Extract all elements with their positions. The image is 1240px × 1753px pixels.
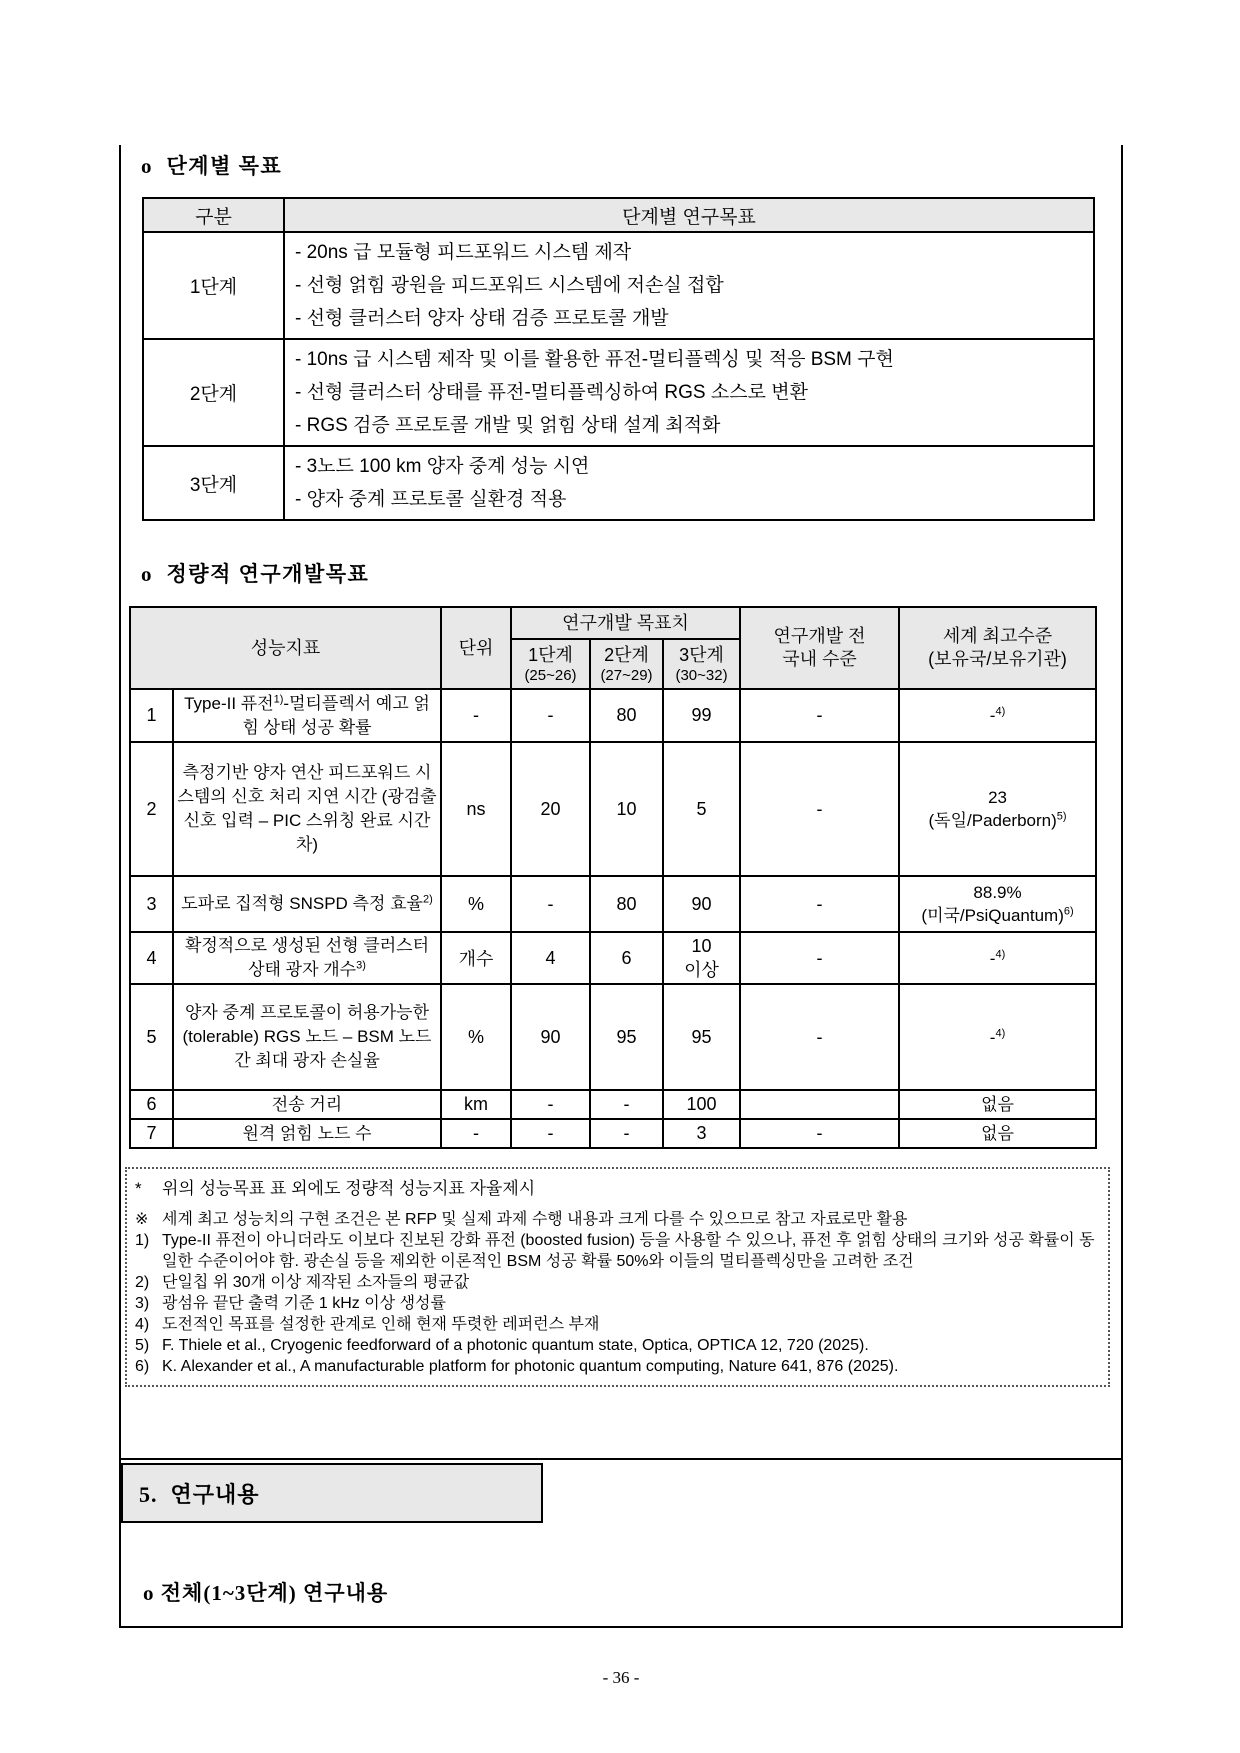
goal-item: - 3노드 100 km 양자 중계 성능 시연 bbox=[295, 456, 590, 477]
table-row bbox=[143, 339, 1094, 446]
row-number: 4 bbox=[130, 932, 173, 984]
row-number: 6 bbox=[130, 1090, 173, 1119]
phase2-target: 10 bbox=[590, 742, 663, 876]
goal-item: - 선형 얽힘 광원을 피드포워드 시스템에 저손실 접합 bbox=[295, 275, 724, 296]
world-best-cell: 23 (독일/Paderborn)$^{5)}$ bbox=[899, 742, 1096, 876]
world-best-cell: -$^{4)}$ bbox=[899, 932, 1096, 984]
domestic-level-cell bbox=[740, 1090, 899, 1119]
row-number: 7 bbox=[130, 1119, 173, 1148]
phase3-target: 5 bbox=[663, 742, 740, 876]
column-header-world-best: 세계 최고수준 (보유국/보유기관) bbox=[899, 607, 1096, 689]
phase2-target: 95 bbox=[590, 984, 663, 1090]
unit-cell: ns bbox=[441, 742, 511, 876]
goal-item: - RGS 검증 프로토콜 개발 및 얽힘 상태 설계 최적화 bbox=[295, 415, 721, 436]
column-header-unit: 단위 bbox=[441, 607, 511, 689]
phase2-target: 80 bbox=[590, 689, 663, 742]
footnote-item: ※ 세계 최고 성능치의 구현 조건은 본 RFP 및 실제 과제 수행 내용과 크게 다를 수 있으므로 참고 자료로만 활용 bbox=[135, 1211, 908, 1228]
row-number: 2 bbox=[130, 742, 173, 876]
phase3-target: 100 bbox=[663, 1090, 740, 1119]
footnote-item: 1) Type-II 퓨전이 아니더라도 이보다 진보된 강화 퓨전 (boosted fusion) 등을 사용할 수 있으나, 퓨전 후 얽힘 상태의 크기와 성공 확률이 동일한 수준이어야 함. 광손실 등을 제외한 이론적인 BSM 성공 확률 50%와 이들의 멀티플렉싱만을 고려한 조건 bbox=[135, 1232, 1095, 1270]
section-5-title: 5. 연구내용 bbox=[139, 1481, 260, 1507]
world-best-cell: 없음 bbox=[899, 1090, 1096, 1119]
phase2-target: - bbox=[590, 1090, 663, 1119]
domestic-level-cell: - bbox=[740, 742, 899, 876]
indicator-row bbox=[130, 1090, 1096, 1119]
column-header-phase2: 2단계 (27~29) bbox=[590, 639, 663, 689]
footnote-item: * 위의 성능목표 표 외에도 정량적 성능지표 자율제시 bbox=[135, 1179, 536, 1198]
unit-cell: - bbox=[441, 689, 511, 742]
indicator-name: 전송 거리 bbox=[173, 1090, 441, 1119]
table-row bbox=[143, 232, 1094, 339]
domestic-level-cell: - bbox=[740, 876, 899, 932]
overall-content-heading: o 전체(1~3단계) 연구내용 bbox=[143, 1581, 389, 1605]
phase1-target: 20 bbox=[511, 742, 590, 876]
column-header-phase3: 3단계 (30~32) bbox=[663, 639, 740, 689]
domestic-level-cell: - bbox=[740, 932, 899, 984]
footnote-ref: 1) bbox=[273, 692, 284, 705]
page-number: - 36 - bbox=[602, 1668, 640, 1687]
footnote-item: 3) 광섬유 끝단 출력 기준 1 kHz 이상 생성률 bbox=[135, 1295, 446, 1312]
phase-label: 1단계 bbox=[143, 232, 284, 339]
goal-item: - 20ns 급 모듈형 피드포워드 시스템 제작 bbox=[295, 242, 632, 263]
phase1-target: 4 bbox=[511, 932, 590, 984]
indicator-row bbox=[130, 1119, 1096, 1148]
goal-item: - 양자 중계 프로토콜 실환경 적용 bbox=[295, 489, 567, 510]
footnote-ref: 4) bbox=[995, 1026, 1006, 1039]
phase-goal-list bbox=[284, 232, 1094, 339]
phase-label: 3단계 bbox=[143, 446, 284, 520]
footnote-ref: 4) bbox=[995, 705, 1006, 718]
phase-goal-list bbox=[284, 339, 1094, 446]
phase1-target: 90 bbox=[511, 984, 590, 1090]
footnotes-box bbox=[125, 1167, 1110, 1387]
indicator-name: 원격 얽힘 노드 수 bbox=[173, 1119, 441, 1148]
goal-item: - 10ns 급 시스템 제작 및 이를 활용한 퓨전-멀티플렉싱 및 적응 BSM 구현 bbox=[295, 349, 894, 370]
world-best-cell: -$^{4)}$ bbox=[899, 689, 1096, 742]
goal-item: - 선형 클러스터 상태를 퓨전-멀티플렉싱하여 RGS 소스로 변환 bbox=[295, 382, 808, 403]
unit-cell: 개수 bbox=[441, 932, 511, 984]
unit-cell: % bbox=[441, 876, 511, 932]
phase-label: 2단계 bbox=[143, 339, 284, 446]
column-header-indicator: 성능지표 bbox=[130, 607, 441, 689]
footnote-ref: 2) bbox=[422, 893, 433, 906]
footnote-ref: 4) bbox=[995, 947, 1006, 960]
phase3-target: 95 bbox=[663, 984, 740, 1090]
footnote-item: 4) 도전적인 목표를 설정한 관계로 인해 현재 뚜렷한 레퍼런스 부재 bbox=[135, 1316, 600, 1333]
quant-goals-table bbox=[129, 606, 1097, 1149]
phase-goal-list bbox=[284, 446, 1094, 520]
phase-goals-heading: o 단계별 목표 bbox=[141, 154, 283, 178]
phase3-target: 3 bbox=[663, 1119, 740, 1148]
row-number: 5 bbox=[130, 984, 173, 1090]
world-best-cell: 없음 bbox=[899, 1119, 1096, 1148]
footnote-ref: 5) bbox=[1056, 810, 1067, 823]
phase2-target: 6 bbox=[590, 932, 663, 984]
indicator-name: 확정적으로 생성된 선형 클러스터 상태 광자 개수$^{3)}$ bbox=[173, 932, 441, 984]
unit-cell: % bbox=[441, 984, 511, 1090]
indicator-name: Type-II 퓨전$^{1)}$-멀티플렉서 예고 얽힘 상태 성공 확률 bbox=[173, 689, 441, 742]
table-row bbox=[143, 446, 1094, 520]
footnote-item: 5) F. Thiele et al., Cryogenic feedforward of a photonic quantum state, Optica, OPTICA 12, 720 (2025). bbox=[135, 1337, 869, 1354]
footnote-item: 2) 단일칩 위 30개 이상 제작된 소자들의 평균값 bbox=[135, 1274, 470, 1291]
indicator-name: 양자 중계 프로토콜이 허용가능한(tolerable) RGS 노드 – BSM 노드 간 최대 광자 손실율 bbox=[173, 984, 441, 1090]
world-best-cell: -$^{4)}$ bbox=[899, 984, 1096, 1090]
phase1-target: - bbox=[511, 1119, 590, 1148]
row-number: 3 bbox=[130, 876, 173, 932]
phase2-target: - bbox=[590, 1119, 663, 1148]
quant-goals-heading: o 정량적 연구개발목표 bbox=[141, 562, 370, 586]
indicator-row bbox=[130, 689, 1096, 742]
domestic-level-cell: - bbox=[740, 984, 899, 1090]
phase1-target: - bbox=[511, 876, 590, 932]
footnote-item: 6) K. Alexander et al., A manufacturable platform for photonic quantum computing, Nature 641, 876 (2025). bbox=[135, 1358, 899, 1375]
domestic-level-cell: - bbox=[740, 689, 899, 742]
column-header-category: 구분 bbox=[143, 198, 284, 232]
phase3-target: 99 bbox=[663, 689, 740, 742]
column-header-phase1: 1단계 (25~26) bbox=[511, 639, 590, 689]
column-header-domestic-level: 연구개발 전 국내 수준 bbox=[740, 607, 899, 689]
column-header-targets: 연구개발 목표치 bbox=[511, 607, 740, 639]
phase3-target: 90 bbox=[663, 876, 740, 932]
indicator-row bbox=[130, 984, 1096, 1090]
row-number: 1 bbox=[130, 689, 173, 742]
footnote-ref: 6) bbox=[1063, 905, 1074, 918]
section-5-header bbox=[121, 1463, 543, 1523]
world-best-cell: 88.9% (미국/PsiQuantum)$^{6)}$ bbox=[899, 876, 1096, 932]
indicator-row bbox=[130, 876, 1096, 932]
indicator-row bbox=[130, 742, 1096, 876]
unit-cell: km bbox=[441, 1090, 511, 1119]
phase1-target: - bbox=[511, 689, 590, 742]
domestic-level-cell: - bbox=[740, 1119, 899, 1148]
phase1-target: - bbox=[511, 1090, 590, 1119]
unit-cell: - bbox=[441, 1119, 511, 1148]
phase-goals-header-row bbox=[143, 198, 1094, 232]
indicator-name: 측정기반 양자 연산 피드포워드 시스템의 신호 처리 지연 시간 (광검출 신호 입력 – PIC 스위칭 완료 시간차) bbox=[173, 742, 441, 876]
phase2-target: 80 bbox=[590, 876, 663, 932]
content-frame bbox=[119, 145, 1123, 1460]
column-header-phase-goals: 단계별 연구목표 bbox=[284, 198, 1094, 232]
section-5-frame bbox=[119, 1460, 1123, 1628]
footnote-ref: 3) bbox=[356, 959, 366, 972]
quant-header-row-1 bbox=[130, 607, 1096, 639]
indicator-row bbox=[130, 932, 1096, 984]
indicator-name: 도파로 집적형 SNSPD 측정 효율$^{2)}$ bbox=[173, 876, 441, 932]
phase3-target: 10 이상 bbox=[663, 932, 740, 984]
phase-goals-table bbox=[142, 197, 1095, 521]
goal-item: - 선형 클러스터 양자 상태 검증 프로토콜 개발 bbox=[295, 308, 669, 329]
